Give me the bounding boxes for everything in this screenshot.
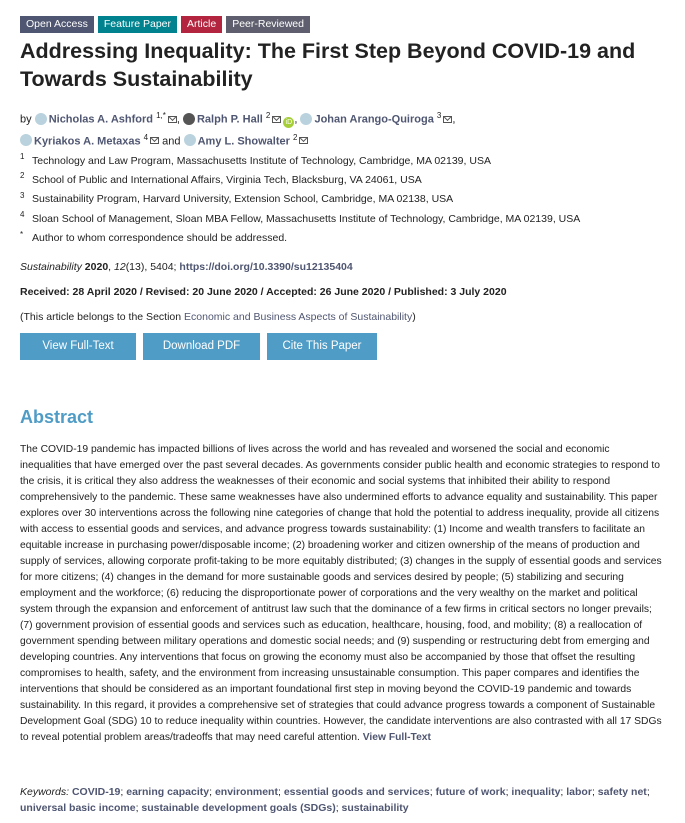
affiliation-item xyxy=(20,151,660,170)
section-suffix: ) xyxy=(412,311,416,323)
keyword-link[interactable]: inequality xyxy=(511,786,561,798)
avatar-icon xyxy=(184,134,196,146)
journal-name: Sustainability xyxy=(20,261,82,273)
affiliation-item xyxy=(20,209,660,228)
keyword-link[interactable]: future of work xyxy=(435,786,506,798)
badge-article[interactable]: Article xyxy=(181,16,222,33)
affiliation-item xyxy=(20,229,660,248)
section-link[interactable]: Economic and Business Aspects of Sustainability xyxy=(184,311,413,323)
keywords-label: Keywords: xyxy=(20,786,70,798)
citation-year: 2020 xyxy=(84,261,109,273)
keywords: Keywords: COVID-19; earning capacity; environment; essential goods and services; future of work; inequality; labor; safety net; universal basic income; sustainable development goals (SDGs); sustainability xyxy=(20,786,650,814)
citation-volume: 12 xyxy=(114,261,126,273)
publication-dates: Received: 28 April 2020 / Revised: 20 June 2020 / Accepted: 26 June 2020 / Published: 3 July 2020 xyxy=(20,286,507,298)
affiliation-list xyxy=(20,151,660,248)
affiliation-text: Sloan School of Management, Sloan MBA Fellow, Massachusetts Institute of Technology, Cambridge, MA 02139, USA xyxy=(32,212,581,225)
author-name-showalter[interactable]: Amy L. Showalter xyxy=(197,135,290,148)
keyword-link[interactable]: sustainability xyxy=(341,802,409,814)
abstract-text: The COVID-19 pandemic has impacted billions of lives across the world and has revealed and worsened the social and economic inequalities that have emerged over the past several decades. As governments consider public health and economic strategies to respond to the crisis, it is critical they also address the weaknesses of their economic and social systems that inhibited their ability to respond comprehensively to the pandemic. These same weaknesses have also undermined efforts to advance equality and sustainability. This paper explores over 30 interventions across the following nine categories of change that hold the potential to address inequality, provide all citizens with access to essential goods and services, and advance progress towards sustainability: (1) Income and wealth transfers to facilitate an equitable increase in purchasing power/disposable income; (2) broadening worker and citizen ownership of the means of production and supply of services, allowing corporate profit-taking to be more equitably distributed; (3) changes in the supply of essential goods and services for more citizens; (4) changes in the demand for more sustainable goods and services desired by people; (5) stabilizing and securing employment and the workforce; (6) reducing the disproportionate power of corporations and the very wealthy on the market and political system through the expansion and enforcement of antitrust law such that the dominance of a few firms in critical sectors no longer prevails; (7) government provision of essential goods and services such as education, healthcare, housing, food, and mobility; (8) a reallocation of government spending between military operations and domestic social needs; and (9) suspending or restructuring debt from emerging and developing countries. Any interventions that focus on growing the economy must also be accompanied by those that offset the resulting compromises to health, safety, and the environment from increasing unsustainable consumption. This paper compares and identifies the interventions that should be considered as an important foundational first step in moving beyond the COVID-19 pandemic and towards sustainability. In this regard, it provides a comprehensive set of strategies that could advance progress towards a component of Sustainable Development Goal (SDG) 10 to reduce inequality within countries. However, the candidate interventions are also contrasted with all 17 SDGs to reveal potential problem areas/tradeoffs that may need careful attention. xyxy=(20,444,662,743)
citation-line: Sustainability 2020, 12(13), 5404; https://doi.org/10.3390/su12135404 xyxy=(20,261,353,273)
affiliation-number: 1 xyxy=(20,152,25,161)
badge-open-access[interactable]: Open Access xyxy=(20,16,94,33)
author-name-arango-quiroga[interactable]: Johan Arango-Quiroga xyxy=(314,113,434,126)
affiliation-text: Technology and Law Program, Massachusetts Institute of Technology, Cambridge, MA 02139, USA xyxy=(32,154,491,167)
avatar-icon xyxy=(300,113,312,125)
affiliation-number: * xyxy=(20,229,24,239)
badge-peer-reviewed[interactable]: Peer-Reviewed xyxy=(226,16,310,33)
affiliation-number: 3 xyxy=(20,190,25,200)
author-sup: 3 xyxy=(436,111,442,120)
avatar-icon xyxy=(20,134,32,146)
email-icon[interactable] xyxy=(299,137,308,144)
keyword-link[interactable]: essential goods and services xyxy=(283,786,430,798)
author-sup: 4 xyxy=(143,132,149,142)
keyword-link[interactable]: sustainable development goals (SDGs) xyxy=(141,802,336,814)
affiliation-item xyxy=(20,190,660,209)
email-icon[interactable] xyxy=(168,116,177,123)
email-icon[interactable] xyxy=(150,137,159,144)
abstract-body xyxy=(20,442,662,746)
keyword-link[interactable]: universal basic income xyxy=(20,802,136,814)
affiliation-item xyxy=(20,170,660,189)
badge-row xyxy=(20,16,310,33)
keyword-link[interactable]: safety net xyxy=(597,786,647,798)
abstract-view-full-text-link[interactable]: View Full-Text xyxy=(362,732,431,743)
author-list: by Nicholas A. Ashford $^{1,*}$ , Ralph P. Hall $^2$iD , Johan Arango-Quiroga $^3$ , Kyriakos A. Metaxas $^4$ and Amy L. Showalter $^2$ xyxy=(20,111,456,148)
keyword-link[interactable]: environment xyxy=(214,786,278,798)
author-name-hall[interactable]: Ralph P. Hall xyxy=(196,113,263,126)
affiliation-text: School of Public and International Affairs, Virginia Tech, Blacksburg, VA 24061, USA xyxy=(32,174,422,187)
abstract-heading: Abstract xyxy=(20,407,94,427)
avatar-icon xyxy=(35,113,47,125)
author-sup: 2 xyxy=(265,111,271,120)
affiliation-number: 4 xyxy=(20,210,25,220)
keyword-link[interactable]: labor xyxy=(566,786,592,798)
authors-and: and xyxy=(162,135,181,148)
citation-issue-pages: (13), 5404; xyxy=(125,261,177,273)
authors-by: by xyxy=(20,113,32,126)
author-name-ashford[interactable]: Nicholas A. Ashford xyxy=(48,113,153,126)
affiliation-number: 2 xyxy=(20,171,25,181)
view-full-text-button[interactable]: View Full-Text xyxy=(20,333,136,360)
cite-paper-button[interactable]: Cite This Paper xyxy=(267,333,377,360)
email-icon[interactable] xyxy=(443,116,452,123)
affiliation-text: Author to whom correspondence should be addressed. xyxy=(32,232,288,245)
author-sup: 1,* xyxy=(156,111,166,120)
section-prefix: (This article belongs to the Section xyxy=(20,311,182,323)
keyword-link[interactable]: COVID-19 xyxy=(71,786,121,798)
badge-feature-paper[interactable]: Feature Paper xyxy=(98,16,177,33)
affiliation-text: Sustainability Program, Harvard University, Extension School, Cambridge, MA 02138, USA xyxy=(32,193,454,206)
author-name-metaxas[interactable]: Kyriakos A. Metaxas xyxy=(34,135,141,148)
doi-link[interactable]: https://doi.org/10.3390/su12135404 xyxy=(179,261,353,273)
author-sup: 2 xyxy=(292,132,298,142)
download-pdf-button[interactable]: Download PDF xyxy=(143,333,260,360)
page-title: Addressing Inequality: The First Step Beyond COVID-19 and Towards Sustainability xyxy=(20,39,636,91)
section-note xyxy=(20,311,416,323)
keyword-link[interactable]: earning capacity xyxy=(126,786,210,798)
email-icon[interactable] xyxy=(272,116,281,123)
orcid-icon[interactable]: iD xyxy=(283,117,294,128)
action-buttons xyxy=(20,333,377,360)
avatar-icon xyxy=(183,113,195,125)
